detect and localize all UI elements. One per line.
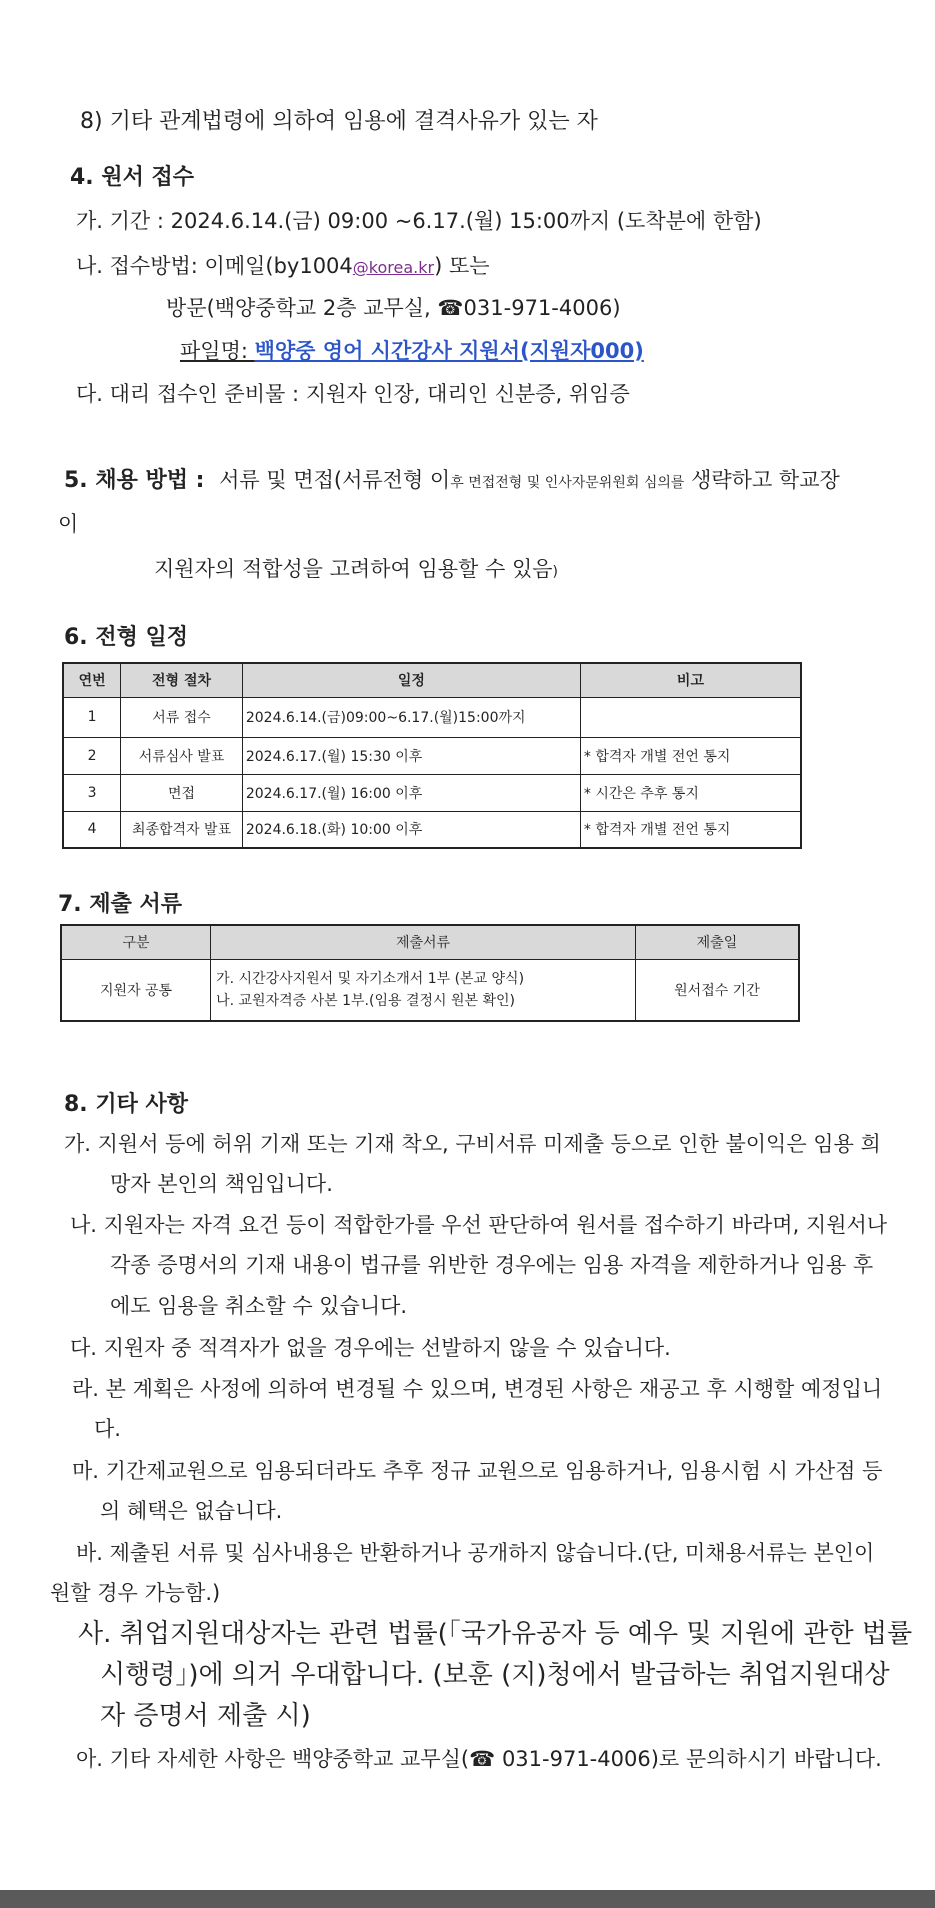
section-5-heading: 5. 채용 방법 : — [64, 468, 205, 493]
row-procedure: 면접 — [121, 774, 243, 811]
table-row — [61, 959, 799, 1021]
hiring-method-wrap: 이 — [58, 512, 79, 536]
table-row — [63, 811, 801, 848]
bottom-bar — [0, 1890, 935, 1908]
row-note — [580, 697, 801, 737]
header-procedure: 전형 절차 — [121, 663, 243, 697]
row-procedure: 서류 접수 — [121, 697, 243, 737]
note-da: 다. 지원자 중 적격자가 없을 경우에는 선발하지 않을 수 있습니다. — [70, 1336, 671, 1360]
hiring-method-small: 후 면접전형 및 인사자문위원회 심의를 — [450, 475, 685, 491]
note-ba-2: 원할 경우 가능함.) — [50, 1581, 221, 1605]
row-date: 2024.6.17.(월) 15:30 이후 — [242, 737, 580, 774]
documents-table — [60, 924, 800, 1022]
section-7-heading: 7. 제출 서류 — [58, 892, 182, 917]
section-6-heading: 6. 전형 일정 — [64, 625, 188, 650]
application-method — [76, 250, 490, 280]
disqualification-item-8: 8) 기타 관계법령에 의하여 임용에 결격사유가 있는 자 — [80, 109, 598, 134]
row-note: * 합격자 개별 전언 통지 — [580, 737, 801, 774]
note-sa-3: 자 증명서 제출 시) — [100, 1701, 311, 1731]
note-ma-2: 의 혜택은 없습니다. — [100, 1499, 283, 1523]
section-5-line — [64, 463, 840, 494]
row-date: 2024.6.18.(화) 10:00 이후 — [242, 811, 580, 848]
header-no: 연번 — [63, 663, 121, 697]
header-note: 비고 — [580, 663, 801, 697]
method-prefix: 나. 접수방법: 이메일(by1004 — [76, 254, 353, 278]
note-ra-2: 다. — [94, 1417, 121, 1441]
file-name-link[interactable]: 백양중 영어 시간강사 지원서(지원자000) — [254, 339, 644, 363]
note-a: 아. 기타 자세한 사항은 백양중학교 교무실(☎ 031-971-4006)로 문의하시기 바랍니다. — [76, 1747, 882, 1771]
category-cell: 지원자 공통 — [61, 959, 211, 1021]
note-ga-1: 가. 지원서 등에 허위 기재 또는 기재 착오, 구비서류 미제출 등으로 인한 불이익은 임용 희 — [64, 1132, 881, 1156]
header-date: 일정 — [242, 663, 580, 697]
row-note: * 합격자 개별 전언 통지 — [580, 811, 801, 848]
section-4-heading: 4. 원서 접수 — [70, 165, 194, 190]
table-row — [63, 737, 801, 774]
row-date: 2024.6.17.(월) 16:00 이후 — [242, 774, 580, 811]
section-8-heading: 8. 기타 사항 — [64, 1092, 188, 1117]
hiring-method-line2 — [154, 553, 558, 583]
document-1: 가. 시간강사지원서 및 자기소개서 1부 (본교 양식) — [216, 970, 525, 987]
row-date: 2024.6.14.(금)09:00~6.17.(월)15:00까지 — [242, 697, 580, 737]
note-ba-1: 바. 제출된 서류 및 심사내용은 반환하거나 공개하지 않습니다.(단, 미채용서류는 본인이 — [76, 1541, 875, 1565]
row-procedure: 최종합격자 발표 — [121, 811, 243, 848]
table-row — [63, 774, 801, 811]
row-no: 1 — [63, 697, 121, 737]
due-cell: 원서접수 기간 — [635, 959, 799, 1021]
schedule-table — [62, 662, 802, 849]
email-link[interactable]: @korea.kr — [352, 258, 435, 277]
header-due: 제출일 — [635, 925, 799, 959]
row-procedure: 서류심사 발표 — [121, 737, 243, 774]
note-sa-1: 사. 취업지원대상자는 관련 법률(「국가유공자 등 예우 및 지원에 관한 법률 — [78, 1619, 913, 1649]
visit-info: 방문(백양중학교 2층 교무실, ☎031-971-4006) — [166, 296, 621, 320]
note-ra-1: 라. 본 계획은 사정에 의하여 변경될 수 있으며, 변경된 사항은 재공고 후 시행할 예정입니 — [72, 1377, 883, 1401]
note-sa-2: 시행령」)에 의거 우대합니다. (보훈 (지)청에서 발급하는 취업지원대상 — [100, 1660, 890, 1690]
proxy-requirements: 다. 대리 접수인 준비물 : 지원자 인장, 대리인 신분증, 위임증 — [76, 382, 630, 406]
note-na-1: 나. 지원자는 자격 요건 등이 적합한가를 우선 판단하여 원서를 접수하기 바라며, 지원서나 — [70, 1213, 888, 1237]
row-no: 4 — [63, 811, 121, 848]
row-note: * 시간은 추후 통지 — [580, 774, 801, 811]
header-category: 구분 — [61, 925, 211, 959]
hiring-method-text-b: 생략하고 학교장 — [691, 468, 840, 492]
row-no: 2 — [63, 737, 121, 774]
application-period: 가. 기간 : 2024.6.14.(금) 09:00 ~6.17.(월) 15:00까지 (도착분에 한함) — [76, 209, 762, 233]
documents-cell — [211, 959, 636, 1021]
note-ga-2: 망자 본인의 책임입니다. — [110, 1172, 333, 1196]
table-row — [63, 697, 801, 737]
header-documents: 제출서류 — [211, 925, 636, 959]
documents-header-row — [61, 925, 799, 959]
file-name-label: 파일명: — [180, 339, 255, 363]
file-name-line — [180, 335, 644, 365]
note-na-3: 에도 임용을 취소할 수 있습니다. — [110, 1294, 408, 1318]
hiring-method-line2-end: ) — [552, 564, 558, 580]
note-na-2: 각종 증명서의 기재 내용이 법규를 위반한 경우에는 임용 자격을 제한하거나 임용 후 — [110, 1253, 874, 1277]
note-ma-1: 마. 기간제교원으로 임용되더라도 추후 정규 교원으로 임용하거나, 임용시험 시 가산점 등 — [72, 1459, 883, 1483]
method-suffix: ) 또는 — [434, 254, 490, 278]
schedule-header-row — [63, 663, 801, 697]
document-2: 나. 교원자격증 사본 1부.(임용 결정시 원본 확인) — [216, 992, 515, 1009]
hiring-method-text-a: 서류 및 면접(서류전형 이 — [219, 468, 451, 492]
hiring-method-line2-text: 지원자의 적합성을 고려하여 임용할 수 있음 — [154, 557, 553, 581]
row-no: 3 — [63, 774, 121, 811]
